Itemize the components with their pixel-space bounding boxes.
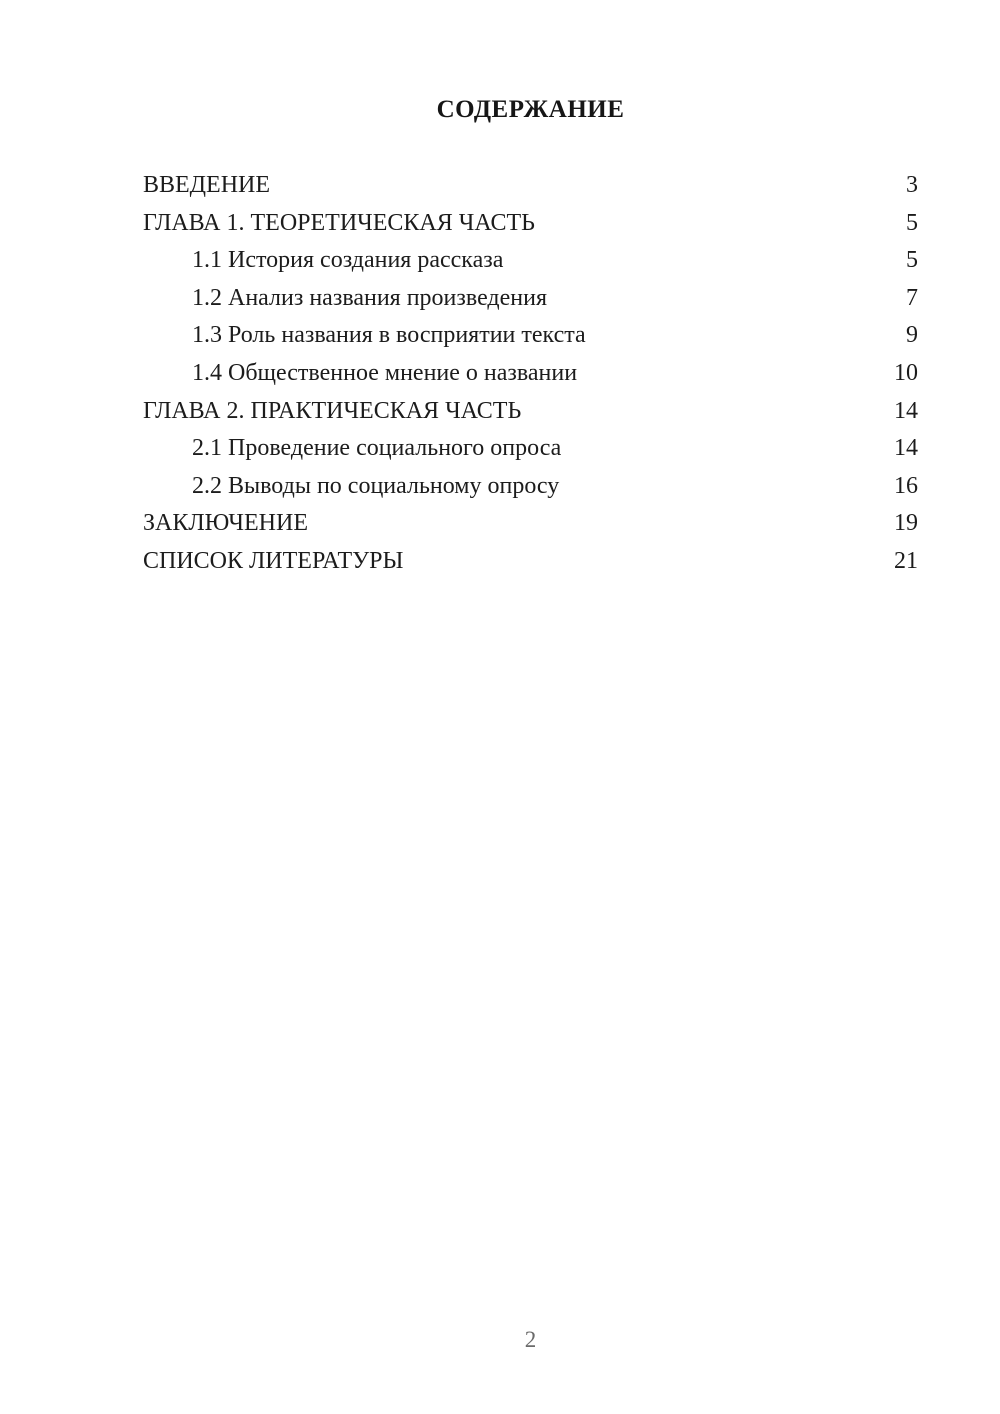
toc-content — [143, 95, 918, 581]
toc-entry-label: 1.3 Роль названия в восприятии текста — [192, 322, 586, 349]
toc-entry-label: 1.4 Общественное мнение о названии — [192, 359, 578, 386]
page-title: СОДЕРЖАНИЕ — [436, 96, 625, 123]
toc-entry-label: ЗАКЛЮЧЕНИЕ — [143, 510, 308, 537]
toc-row — [143, 430, 918, 468]
toc-row — [143, 167, 918, 205]
toc-entry-page-number: 3 — [906, 172, 918, 198]
toc-row — [143, 205, 918, 243]
toc-entry-page-number: 5 — [906, 209, 918, 236]
toc-row — [143, 543, 918, 581]
toc-entry-page-number: 21 — [894, 547, 918, 574]
toc-entry-label: ГЛАВА 2. ПРАКТИЧЕСКАЯ ЧАСТЬ — [143, 397, 522, 424]
toc-entry-label: 1.2 Анализ названия произведения — [192, 284, 547, 311]
toc-entry-label: 1.1 История создания рассказа — [192, 247, 504, 274]
toc-row — [143, 280, 918, 318]
table-of-contents — [143, 167, 918, 581]
toc-entry-label: ГЛАВА 1. ТЕОРЕТИЧЕСКАЯ ЧАСТЬ — [143, 209, 535, 236]
toc-entry-label: 2.2 Выводы по социальному опросу — [192, 472, 560, 499]
toc-entry-page-number: 14 — [894, 397, 918, 424]
toc-entry-label: 2.1 Проведение социального опроса — [192, 435, 562, 462]
toc-entry-label: ВВЕДЕНИЕ — [143, 172, 271, 198]
toc-entry-page-number: 7 — [906, 284, 918, 311]
toc-entry-label: СПИСОК ЛИТЕРАТУРЫ — [143, 547, 404, 574]
toc-entry-page-number: 16 — [894, 472, 918, 499]
toc-row — [143, 468, 918, 506]
toc-row — [143, 242, 918, 280]
footer-page-number: 2 — [524, 1327, 537, 1352]
toc-entry-page-number: 9 — [906, 322, 918, 349]
toc-row — [143, 317, 918, 355]
toc-entry-page-number: 14 — [894, 435, 918, 462]
toc-entry-page-number: 10 — [894, 359, 918, 386]
toc-row — [143, 505, 918, 543]
toc-row — [143, 355, 918, 393]
toc-entry-page-number: 19 — [894, 510, 918, 537]
toc-row — [143, 393, 918, 431]
toc-entry-page-number: 5 — [906, 247, 918, 274]
